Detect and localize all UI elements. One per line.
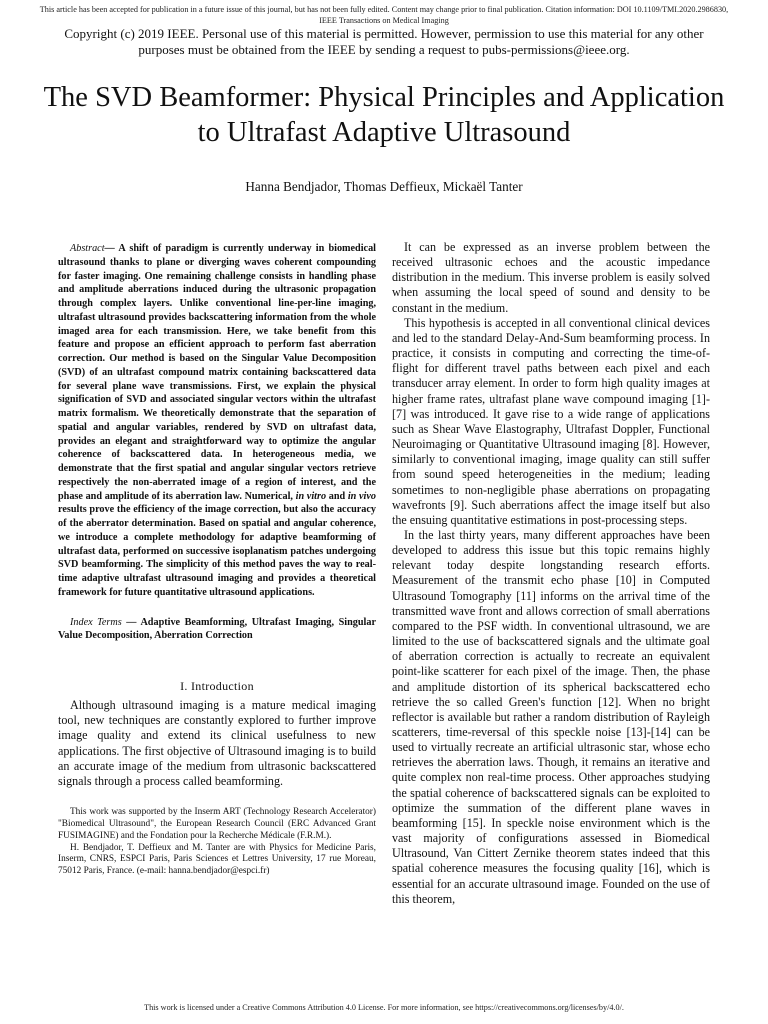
license-footer: This work is licensed under a Creative Commons Attribution 4.0 License. For more information, see https://creativecommons.org/licenses/by/4.0/. (144, 1003, 624, 1012)
paper-title: The SVD Beamformer: Physical Principles and Application to Ultrafast Adaptive Ultrasound (43, 82, 725, 148)
footnote-affiliation: H. Bendjador, T. Deffieux and M. Tanter are with Physics for Medicine Paris, Inserm, CNRS, ESPCI Paris, Paris Sciences et Lettres University, 17 rue Moreau, 75012 Paris, France. (e-mail: hanna.bendjador@espci.fr) (58, 842, 376, 877)
intro-paragraph: Although ultrasound imaging is a mature medical imaging tool, new techniques are constantly explored to further improve image quality and extend its clinical usefulness to new applications. The first objective of Ultrasound imaging is to build an accurate image of the medium from ultrasonic backscattered signals through a process called beamforming. (58, 698, 376, 789)
abstract-lead: Abstract (70, 243, 105, 254)
abstract-text-end: results prove the efficiency of the image correction, but also the accuracy of the aberrator determination. Based on spatial and angular coherence, we introduce a complete methodology for adaptive beamforming of ultrafast data, performed on successive isoplanatism patches undergoing SVD beamforming. The simplicity of this method paves the way to real-time adaptive ultrafast ultrasound imaging and provides a theoretical framework for future quantitative ultrasound applications. (58, 504, 376, 598)
abstract-and: and (326, 490, 348, 502)
index-terms (58, 616, 376, 644)
left-column (58, 242, 376, 878)
copyright-notice: Copyright (c) 2019 IEEE. Personal use of this material is permitted. However, permission to use this material for any other purposes must be obtained from the IEEE by sending a request to pubs-permissions@ieee.org. (64, 26, 704, 57)
footnotes (58, 807, 376, 878)
right-paragraph-1: It can be expressed as an inverse problem between the received ultrasonic echoes and the acoustic impedance distribution in the medium. This inverse problem is easily solved when assuming the local speed of sound and density to be constant in the medium. (392, 240, 710, 315)
index-terms-lead: Index Terms (70, 616, 122, 628)
paper-authors: Hanna Bendjador, Thomas Deffieux, Mickaël Tanter (245, 179, 523, 194)
abstract (58, 242, 376, 600)
abstract-italic-in-vitro: in vitro (295, 490, 327, 502)
right-column (392, 240, 710, 907)
abstract-text: — A shift of paradigm is currently underway in biomedical ultrasound thanks to plane or diverging waves coherent compounding for faster imaging. One remaining challenge consists in handling phase and amplitude aberrations induced during the ultrasonic propagation through complex layers. Unlike conventional line-per-line imaging, ultrafast ultrasound provides backscattering information from the whole imaged area for each transmission. Here, we take benefit from this feature and propose an efficient approach to perform fast aberration correction. Our method is based on the Singular Value Decomposition (SVD) of an ultrafast compound matrix containing backscattered data for several plane wave transmissions. First, we explain the physical signification of SVD and associated singular vectors within the ultrafast matrix formalism. We theoretically demonstrate that the separation of spatial and angular variables, rendered by SVD on ultrafast data, provides an elegant and straightforward way to optimize the angular coherence of backscattered data. In heterogeneous media, we demonstrate that the first spatial and angular singular vectors retrieve respectively the non-aberrated image of a region of interest, and the phase and amplitude of its aberration law. Numerical, (58, 243, 376, 502)
abstract-italic-in-vivo: in vivo (347, 490, 376, 502)
section-heading-introduction: I. Introduction (180, 679, 254, 693)
right-paragraph-2: This hypothesis is accepted in all conventional clinical devices and led to the standard Delay-And-Sum beamforming process. In practice, it consists in computing and correcting the time-of-flight for different travel paths between each pixel and each transducer array element. In order to form high quality images at higher frame rates, ultrafast plane wave compound imaging [1]-[7] was introduced. It gave rise to a wide range of applications such as Shear Wave Elastography, Ultrafast Doppler, Functional Neuroimaging or Quantitative Ultrasound imaging [8]. However, similarly to conventional imaging, image quality can still suffer from sound speed heterogeneities in the medium; leading sometimes to non-negligible phase aberrations on propagating wavefronts [9]. Such aberrations affect the image itself but also the ensuing quantitative estimations in post-processing steps. (392, 315, 710, 527)
right-paragraph-3: In the last thirty years, many different approaches have been developed to address this issue but this topic remains highly relevant today despite longstanding research efforts. Measurement of the transmit echo phase [10] in Computed Ultrasound Tomography [11] informs on the arrival time of the transmitted wave front and allows correction of small aberrations compared to the PSF width. In conventional ultrasound, we are limited to the use of backscattered signals and the ultimate goal of aberration correction is actually to recreate an equivalent point-like scatterer for each pixel of the image. Then, the phase and amplitude distortion of its spherical backscattered echo retrieve the so called Green's function [12]. When no bright reflector is available but rather a random distribution of Rayleigh scatterers, time-reversal of this speckle noise [13]-[14] can be used to virtually recreate an artificial ultrasonic star, whose echo retrieves the aberration laws. Though, it remains an iterative and quite complex non real-time process. Other approaches studying the spatial coherence of backscattered signals can be exploited to optimize the summation of the different plane waves in beamforming [15]. In speckle noise environment which is the vast majority of configurations assessed in Biomedical Ultrasound, Van Cittert Zernike theorem states indeed that this spatial coherence measures the focusing quality [16], which is essential for an accurate ultrasound image. Founded on the use of this theorem, (392, 527, 710, 906)
index-terms-text: — Adaptive Beamforming, Ultrafast Imaging, Singular Value Decomposition, Aberration Correction (58, 616, 376, 642)
journal-banner: This article has been accepted for publication in a future issue of this journal, but has not been fully edited. Content may change prior to final publication. Citation information: DOI 10.1109/TMI.2020.2986830, IEEE Transactions on Medical Imaging (39, 5, 729, 25)
footnote-funding: This work was supported by the Inserm ART (Technology Research Accelerator) "Biomedical Ultrasound", the European Research Council (ERC Advanced Grant FUSIMAGINE) and the Fondation pour la Recherche Médicale (F.R.M.). (58, 807, 376, 841)
